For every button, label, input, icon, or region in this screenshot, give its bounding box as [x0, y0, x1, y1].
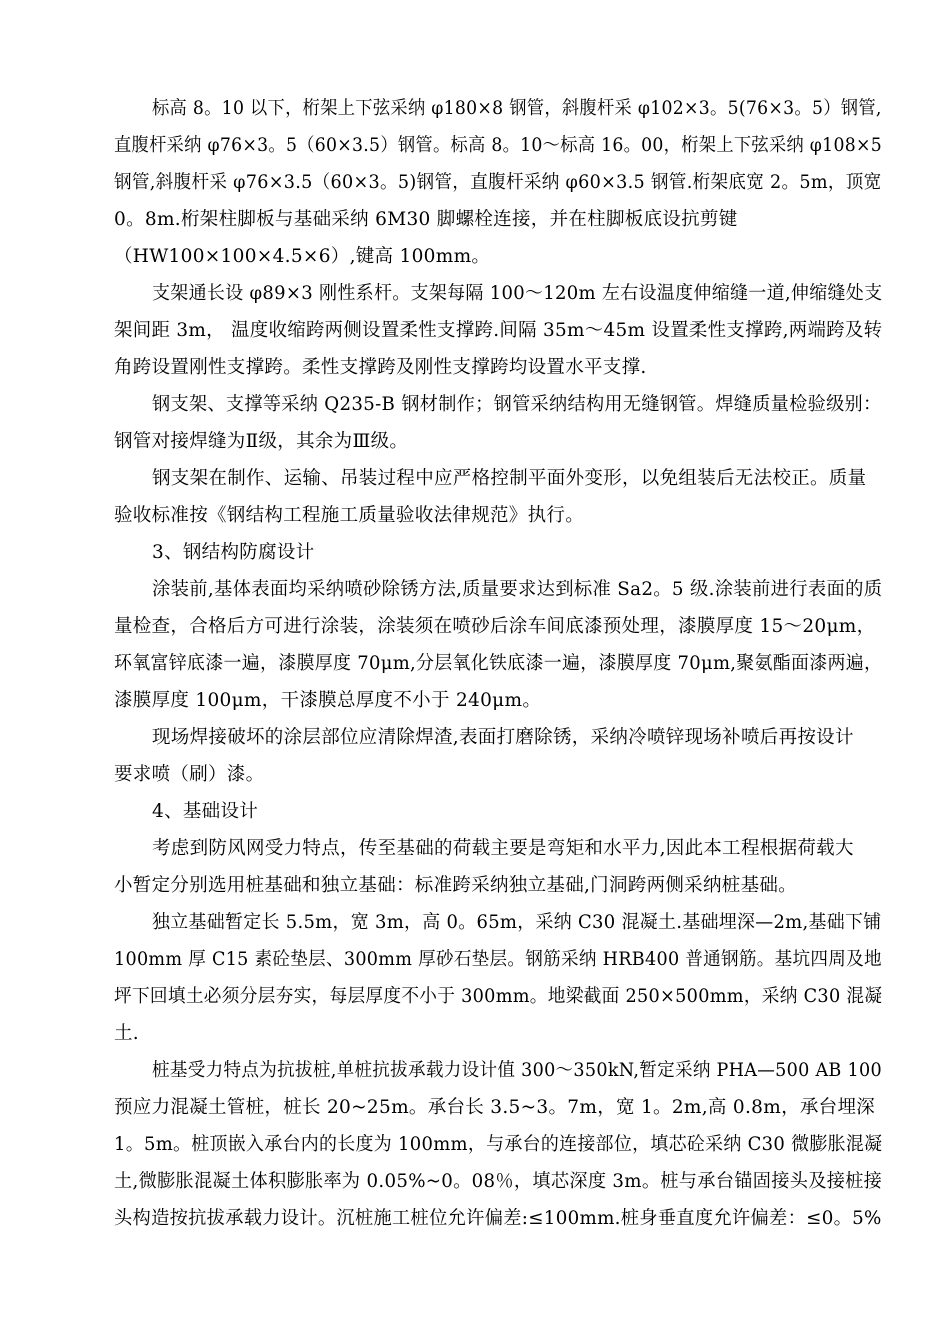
- text-line: 1。5m。桩顶嵌入承台内的长度为 100mm，与承台的连接部位，填芯砼采纳 C30 微膨胀混凝: [114, 1134, 883, 1155]
- text-line: 标高 8。10 以下，桁架上下弦采纳 φ180×8 钢管，斜腹杆采 φ102×3。5(76×3。5）钢管,: [152, 98, 882, 119]
- text-line: 现场焊接破坏的涂层部位应清除焊渣,表面打磨除锈，采纳冷喷锌现场补喷后再按设计: [152, 727, 854, 748]
- text-line: 钢管对接焊缝为Ⅱ级，其余为Ⅲ级。: [114, 431, 409, 452]
- text-line: 直腹杆采纳 φ76×3。5（60×3.5）钢管。标高 8。10～标高 16。00，桁架上下弦采纳 φ108×5: [114, 135, 882, 156]
- text-line: 独立基础暂定长 5.5m，宽 3m，高 0。65m，采纳 C30 混凝土.基础埋深—2m,基础下铺: [152, 912, 882, 933]
- text-line: 支架通长设 φ89×3 刚性系杆。支架每隔 100～120m 左右设温度伸缩缝一道,伸缩缝处支: [152, 283, 883, 304]
- text-line: 漆膜厚度 100μm，干漆膜总厚度不小于 240μm。: [114, 690, 542, 711]
- text-line: 要求喷（刷）漆。: [114, 764, 265, 785]
- text-line: 小暂定分别选用桩基础和独立基础：标准跨采纳独立基础,门洞跨两侧采纳桩基础。: [114, 875, 797, 896]
- text-line: 钢支架在制作、运输、吊装过程中应严格控制平面外变形，以免组装后无法校正。质量: [152, 468, 867, 489]
- text-line: 坪下回填土必须分层夯实，每层厚度不小于 300mm。地梁截面 250×500mm，采纳 C30 混凝: [114, 986, 883, 1007]
- text-line: 头构造按抗拔承载力设计。沉桩施工桩位允许偏差:≤100mm.桩身垂直度允许偏差：≤0。5%: [114, 1208, 882, 1229]
- text-line: 量检查，合格后方可进行涂装，涂装须在喷砂后涂车间底漆预处理，漆膜厚度 15～20μm，: [114, 616, 876, 637]
- text-line: 架间距 3m， 温度收缩跨两侧设置柔性支撑跨.间隔 35m～45m 设置柔性支撑跨,两端跨及转: [114, 320, 883, 341]
- text-line: 涂装前,基体表面均采纳喷砂除锈方法,质量要求达到标准 Sa2。5 级.涂装前进行表面的质: [152, 579, 883, 600]
- text-line: 钢管,斜腹杆采 φ76×3.5（60×3。5)钢管，直腹杆采纳 φ60×3.5 钢管.桁架底宽 2。5m，顶宽: [114, 172, 882, 193]
- text-line: 环氧富锌底漆一遍，漆膜厚度 70μm,分层氧化铁底漆一遍，漆膜厚度 70μm,聚氨酯面漆两遍，: [114, 653, 883, 674]
- text-line: 土,微膨胀混凝土体积膨胀率为 0.05%~0。08％，填芯深度 3m。桩与承台锚固接头及接桩接: [114, 1171, 883, 1192]
- text-line: 预应力混凝土管桩，桩长 20~25m。承台长 3.5~3。7m，宽 1。2m,高 0.8m，承台埋深: [114, 1097, 876, 1118]
- text-line: 0。8m.桁架柱脚板与基础采纳 6M30 脚螺栓连接，并在柱脚板底设抗剪键: [114, 209, 738, 230]
- text-line: 100mm 厚 C15 素砼垫层、300mm 厚砂石垫层。钢筋采纳 HRB400 普通钢筋。基坑四周及地: [114, 949, 882, 970]
- text-line: 土.: [114, 1023, 139, 1044]
- text-line: 考虑到防风网受力特点，传至基础的荷载主要是弯矩和水平力,因此本工程根据荷载大: [152, 838, 854, 859]
- section-heading: 4、基础设计: [152, 801, 259, 822]
- text-line: 角跨设置刚性支撑跨。柔性支撑跨及刚性支撑跨均设置水平支撑.: [114, 357, 647, 378]
- text-line: 桩基受力特点为抗拔桩,单桩抗拔承载力设计值 300～350kN,暂定采纳 PHA—500 AB 100: [152, 1060, 882, 1081]
- text-line: 验收标准按《钢结构工程施工质量验收法律规范》执行。: [114, 505, 585, 526]
- text-line: （HW100×100×4.5×6）,键高 100mm。: [114, 246, 491, 267]
- section-heading: 3、钢结构防腐设计: [152, 542, 315, 563]
- text-line: 钢支架、支撑等采纳 Q235-B 钢材制作；钢管采纳结构用无缝钢管。焊缝质量检验级别：: [152, 394, 882, 415]
